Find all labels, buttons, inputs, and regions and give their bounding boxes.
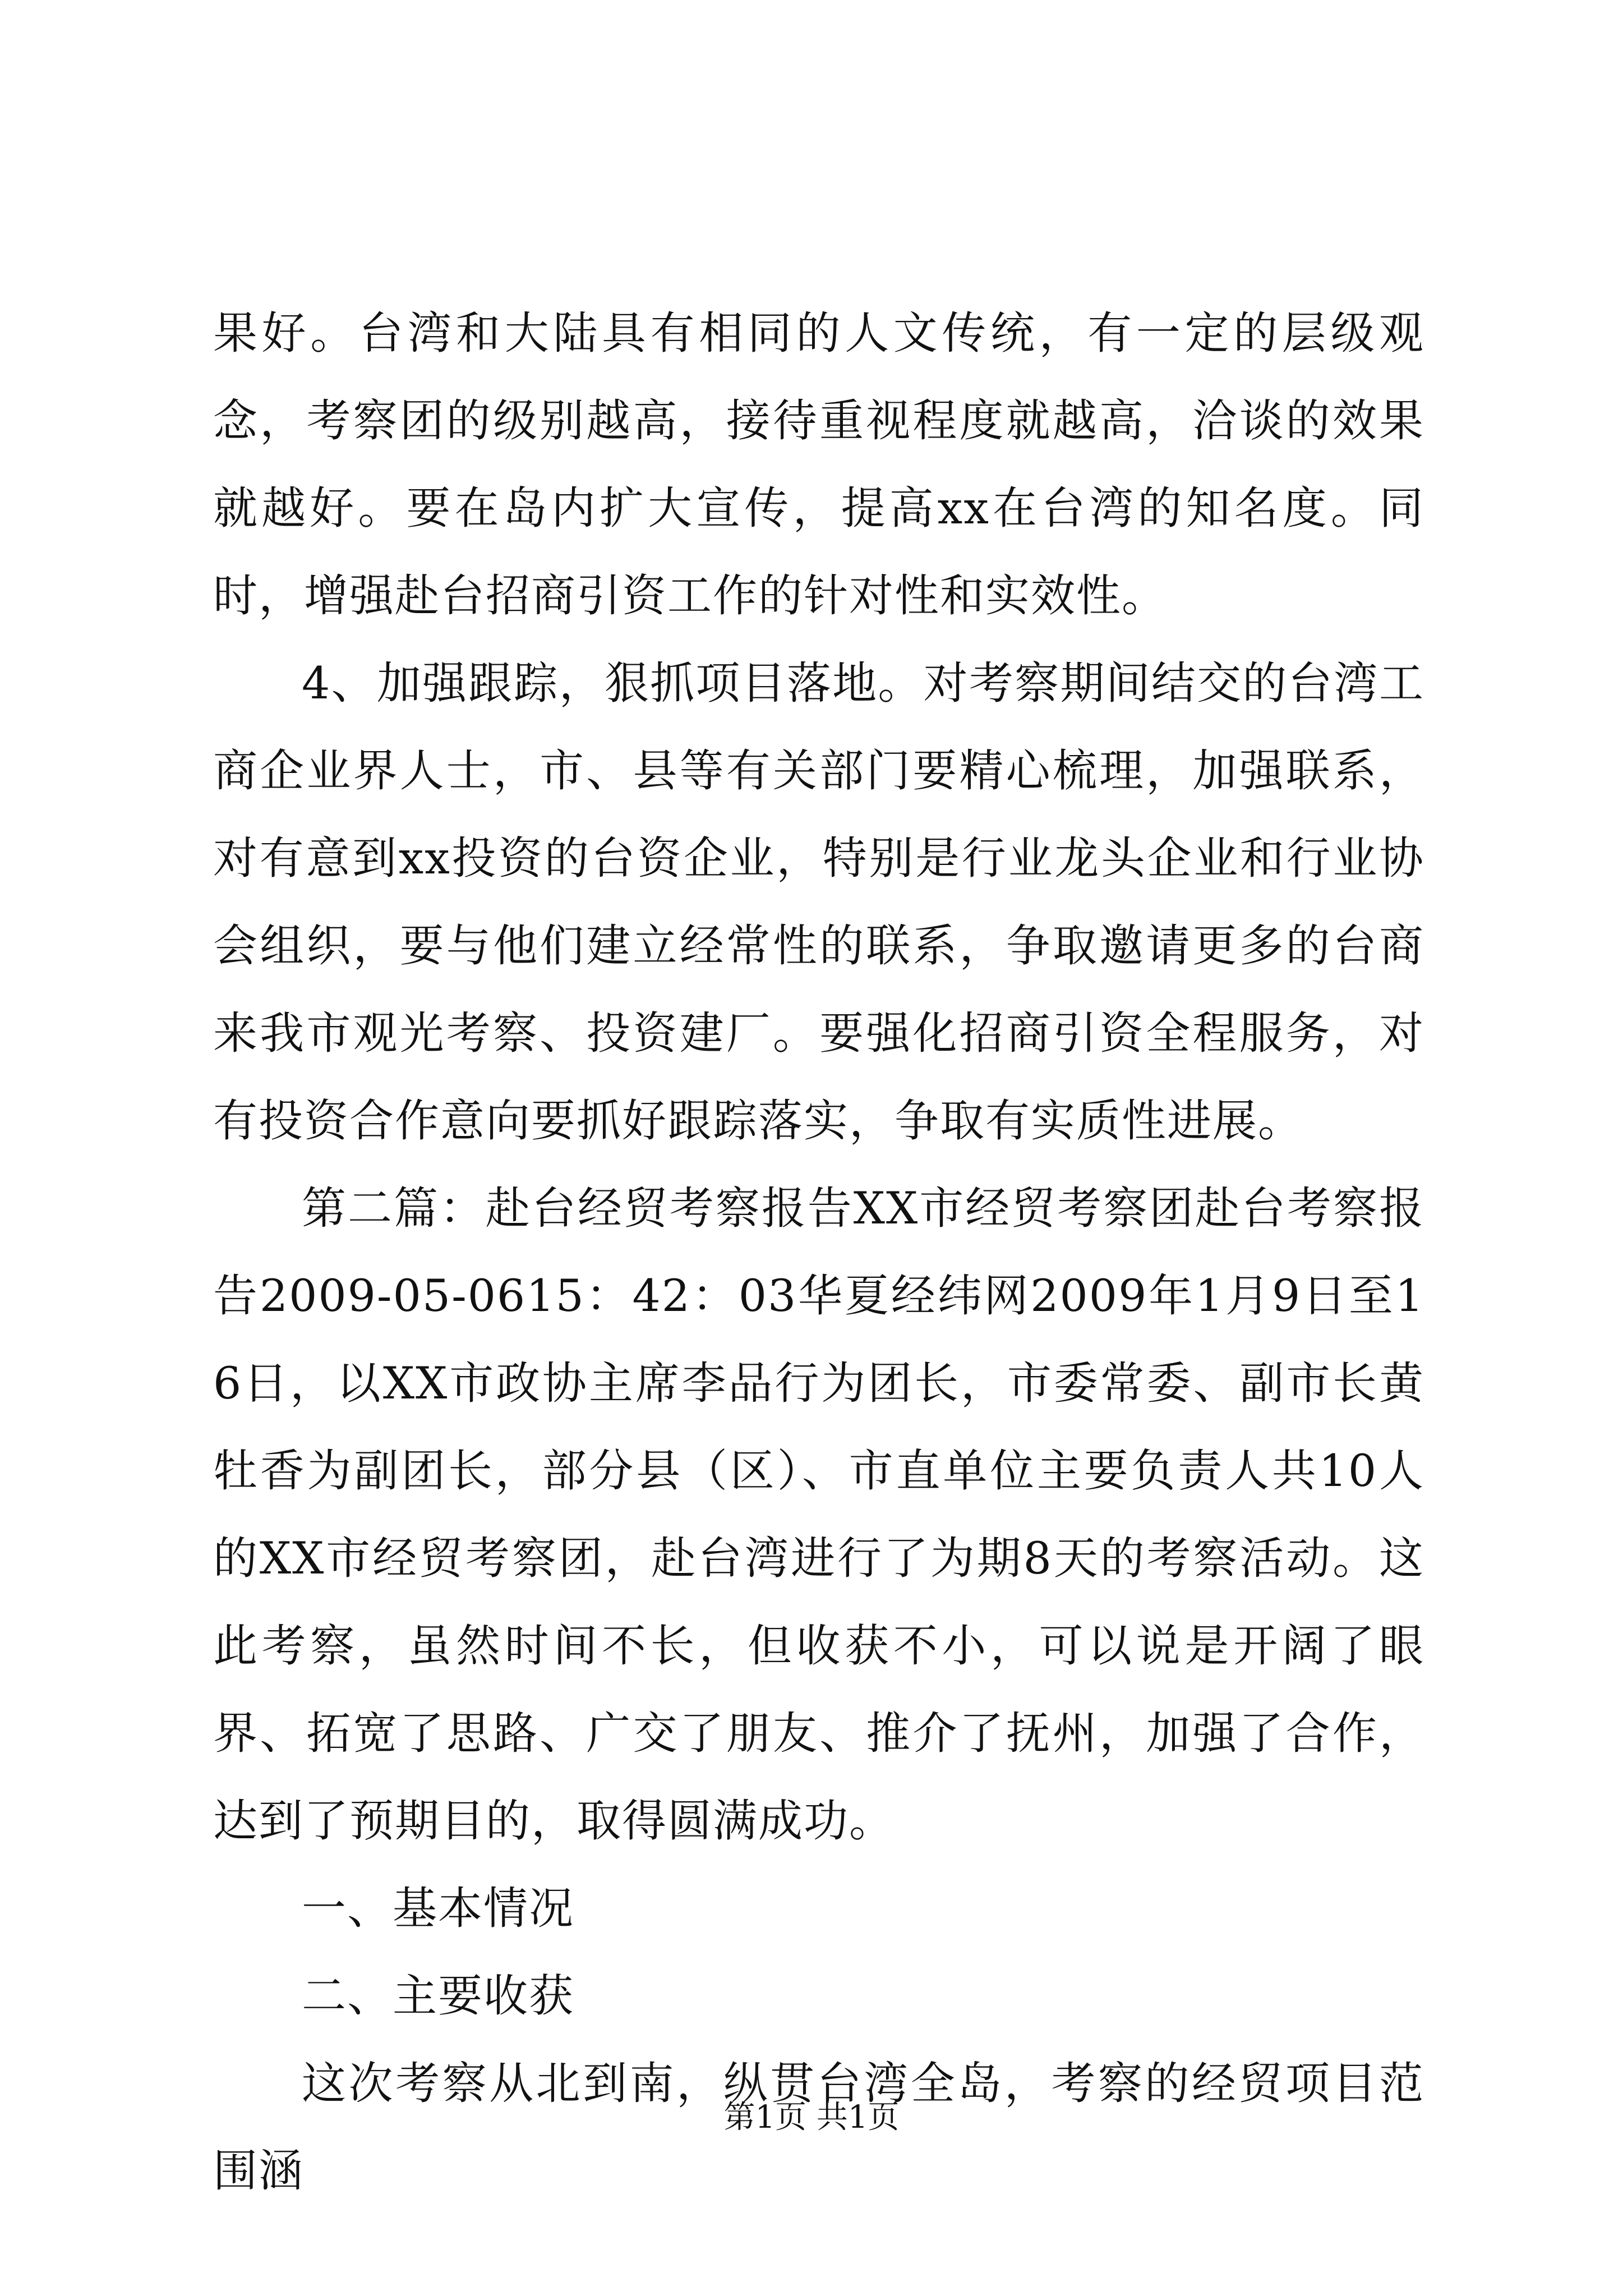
section-heading-basic-situation: 一、基本情况: [302, 1883, 574, 1934]
section-heading-main-gains: 二、主要收获: [302, 1970, 574, 2022]
paragraph-continued: 果好。台湾和大陆具有相同的人文传统，有一定的层级观念，考察团的级别越高，接待重视程度就越高，洽谈的效果就越好。要在岛内扩大宣传，提高xx在台湾的知名度。同时，增强赴台招商引资工作的针对性和实效性。: [213, 307, 1424, 622]
page-footer: 第1页 共1页: [723, 2099, 900, 2136]
paragraph-inspection-scope: 这次考察从北到南，纵贯台湾全岛，考察的经贸项目范围涵: [213, 2058, 1424, 2197]
document-body: [213, 289, 1424, 2215]
paragraph-second-article: 第二篇：赴台经贸考察报告XX市经贸考察团赴台考察报告2009-05-0615：42：03华夏经纬网2009年1月9日至16日，以XX市政协主席李品行为团长，市委常委、副市长黄牡香为副团长，部分县（区）、市直单位主要负责人共10人的XX市经贸考察团，赴台湾进行了为期8天的考察活动。这此考察，虽然时间不长，但收获不小，可以说是开阔了眼界、拓宽了思路、广交了朋友、推介了抚州，加强了合作，达到了预期目的，取得圆满成功。: [213, 1182, 1424, 1847]
paragraph-item-4: 4、加强跟踪，狠抓项目落地。对考察期间结交的台湾工商企业界人士，市、县等有关部门要精心梳理，加强联系，对有意到xx投资的台资企业，特别是行业龙头企业和行业协会组织，要与他们建立经常性的联系，争取邀请更多的台商来我市观光考察、投资建厂。要强化招商引资全程服务，对有投资合作意向要抓好跟踪落实，争取有实质性进展。: [213, 657, 1424, 1147]
